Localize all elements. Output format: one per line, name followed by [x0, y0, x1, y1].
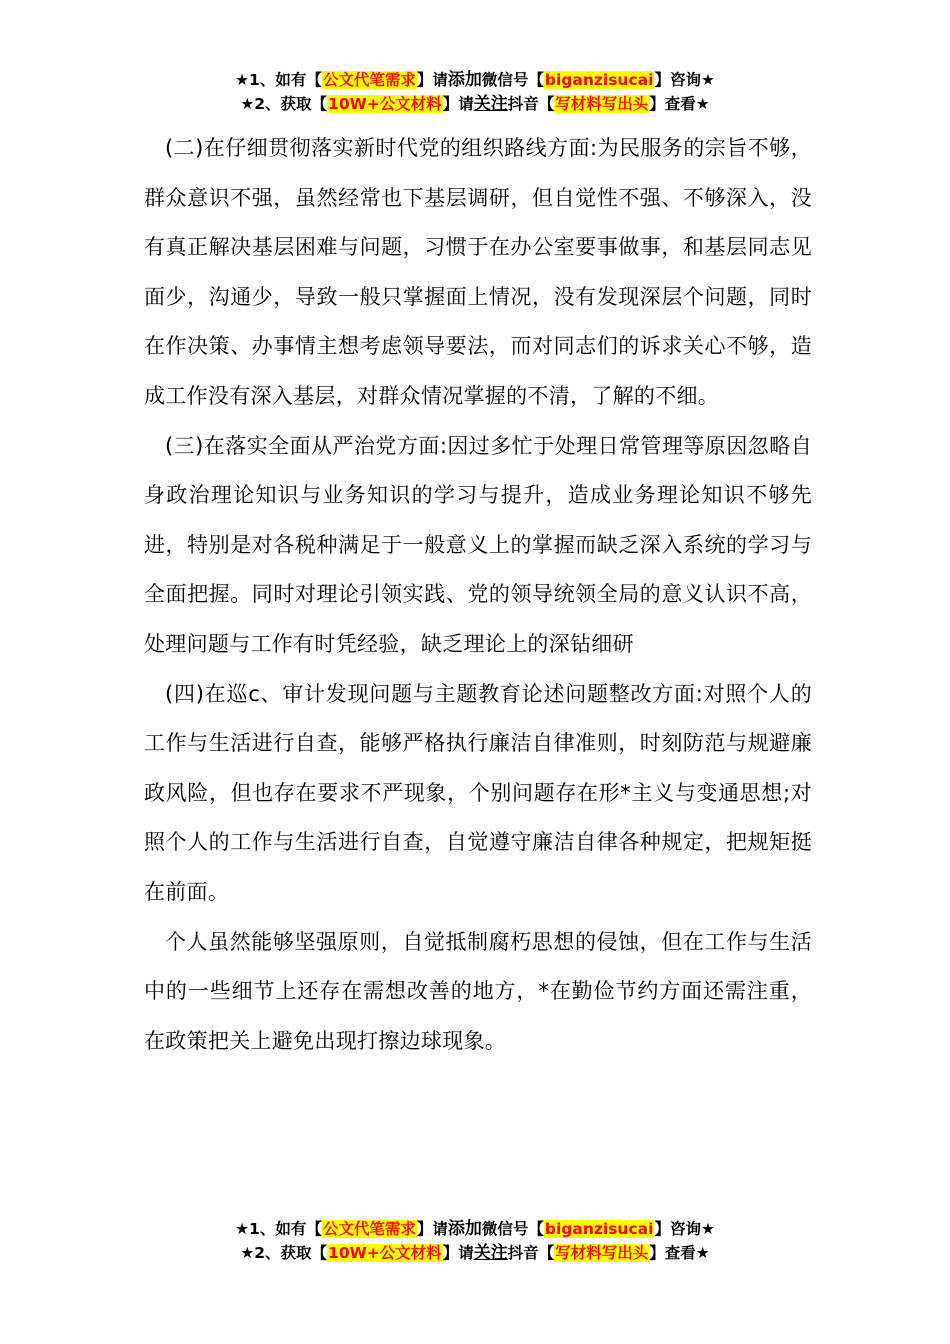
footer-line-2-mid1: 】请 [442, 1244, 474, 1262]
footer-line-2-mid2: 抖音【 [507, 1244, 555, 1262]
footer-line-1-suffix: 】咨询★ [654, 1220, 715, 1238]
header-line-2 [0, 92, 950, 116]
header-line-2-prefix: ★2、获取【 [240, 95, 328, 113]
paragraph-party-governance: (三)在落实全面从严治党方面:因过多忙于处理日常管理等原因忽略自身政治理论知识与业务知识的学习与提升，造成业务理论知识不够先进，特别是对各税种满足于一般意义上的掌握而缺乏深入系统的学习与全面把握。同时对理论引领实践、党的领导统领全局的意义认识不高，处理问题与工作有时凭经验，缺乏理论上的深钻细研 [144, 433, 812, 656]
footer-line-2 [0, 1241, 950, 1265]
header-line-1-suffix: 】咨询★ [654, 71, 715, 89]
paragraph-personal-integrity: 个人虽然能够坚强原则，自觉抵制腐朽思想的侵蚀，但在工作与生活中的一些细节上还存在需想改善的地方，*在勤俭节约方面还需注重，在政策把关上避免出现打擦边球现象。 [144, 929, 812, 1053]
footer-highlight-service: 公文代笔需求 [322, 1220, 416, 1238]
footer-highlight-wechat-id: biganzisucai [544, 1220, 654, 1238]
header-line-1-strong: 添加 [447, 70, 482, 90]
header-banner [0, 68, 950, 116]
footer-highlight-douyin: 写材料写出头 [555, 1244, 649, 1262]
header-line-2-suffix: 】查看★ [649, 95, 710, 113]
footer-line-2-strong: 关注 [473, 1243, 508, 1263]
paragraph-inspection-rectification: (四)在巡c、审计发现问题与主题教育论述问题整改方面:对照个人的工作与生活进行自查，能够严格执行廉洁自律准则，时刻防范与规避廉政风险，但也存在要求不严现象，个别问题存在形*主义与变通思想;对照个人的工作与生活进行自查，自觉遵守廉洁自律各种规定，把规矩挺在前面。 [144, 681, 812, 904]
header-line-1-mid1: 】请 [416, 71, 448, 89]
header-line-2-mid2: 抖音【 [507, 95, 555, 113]
footer-line-1-strong: 添加 [447, 1219, 482, 1239]
header-highlight-douyin: 写材料写出头 [555, 95, 649, 113]
footer-line-1 [0, 1217, 950, 1241]
header-highlight-service: 公文代笔需求 [322, 71, 416, 89]
document-body [144, 124, 812, 1066]
header-line-2-mid1: 】请 [442, 95, 474, 113]
footer-line-1-mid1: 】请 [416, 1220, 448, 1238]
header-line-2-strong: 关注 [473, 94, 508, 114]
header-line-1-mid2: 微信号【 [481, 71, 544, 89]
paragraph-organization-line: (二)在仔细贯彻落实新时代党的组织路线方面:为民服务的宗旨不够，群众意识不强，虽然经常也下基层调研，但自觉性不强、不够深入，没有真正解决基层困难与问题，习惯于在办公室要事做事，和基层同志见面少，沟通少，导致一般只掌握面上情况，没有发现深层个问题，同时在作决策、办事情主想考虑领导要法，而对同志们的诉求关心不够，造成工作没有深入基层，对群众情况掌握的不清，了解的不细。 [144, 136, 812, 408]
footer-highlight-materials: 10W+公文材料 [328, 1244, 442, 1262]
footer-banner [0, 1217, 950, 1265]
header-line-1-prefix: ★1、如有【 [235, 71, 322, 89]
header-highlight-materials: 10W+公文材料 [328, 95, 442, 113]
header-highlight-wechat-id: biganzisucai [544, 71, 654, 89]
footer-line-1-mid2: 微信号【 [481, 1220, 544, 1238]
footer-line-2-prefix: ★2、获取【 [240, 1244, 328, 1262]
footer-line-1-prefix: ★1、如有【 [235, 1220, 322, 1238]
footer-line-2-suffix: 】查看★ [649, 1244, 710, 1262]
header-line-1 [0, 68, 950, 92]
